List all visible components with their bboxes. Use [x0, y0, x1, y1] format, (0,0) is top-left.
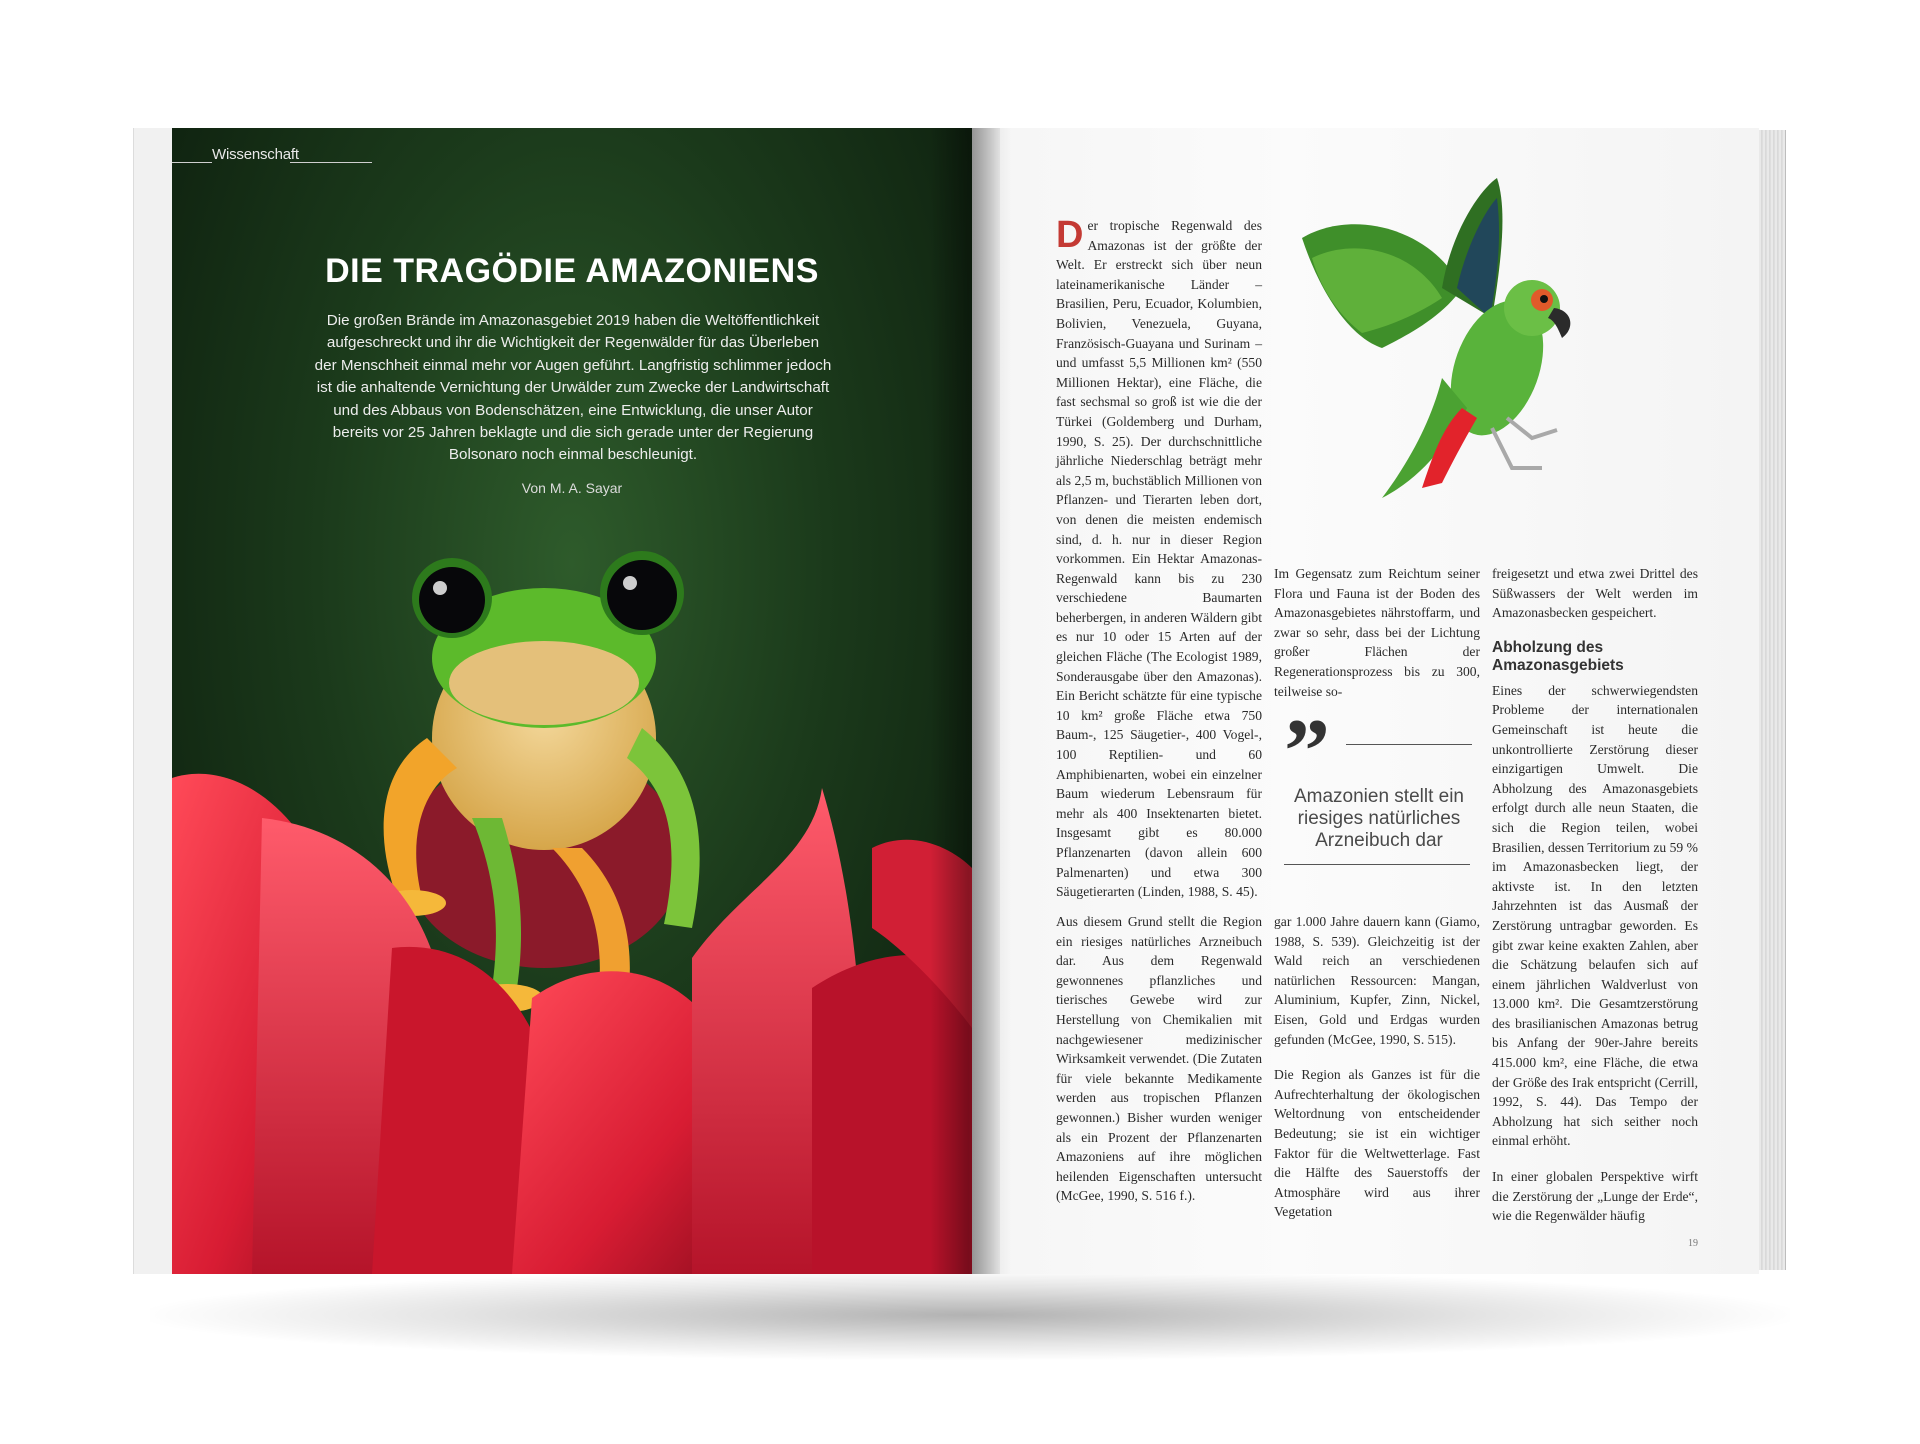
left-cover-edge	[133, 128, 174, 1274]
article-column-2-cont	[1274, 912, 1480, 1238]
article-column-2	[1274, 564, 1480, 717]
pull-quote-text: Amazonien stellt ein riesiges natürliches Arzneibuch dar	[1293, 786, 1465, 851]
article-byline: Von M. A. Sayar	[521, 480, 623, 496]
body-paragraph: er tropische Regenwald des Amazonas ist der größte der Welt. Er erstreckt sich über neun lateinamerikanische Länder – Brasilien, Peru, Ecuador, Kolumbien, Bolivien, Venezuela, Guyana, Französisch-Guayana und Surinam – und umfasst 5,5 Millionen km² (550 Millionen Hektar), eine Fläche, die fast sechsmal so groß ist wie die der Türkei (Goldemberg und Durham, 1990, S. 25). Der durchschnittliche jährliche Niederschlag beträgt mehr als 2,5 m, buchstäblich Millionen von Pflanzen- und Tierarten leben dort, von denen die meisten endemisch sind, d. h. nur in dieser Region vorkommen. Ein Hektar Amazonas-Regenwald kann bis zu 230 verschiedene Baumarten beherbergen, in anderen Wäldern gibt es nur 10 oder 15 Arten auf der gleichen Fläche (The Ecologist 1989, Sonderausgabe über den Amazonas). Ein Bericht schätzte für eine typische 10 km² große Fläche etwa 750 Baum-, 125 Säugetier-, 400 Vogel-, 100 Reptilien- und 60 Amphibienarten, wobei ein einzelner Baum wiederum Lebensraum für mehr als 400 Insektenarten bietet. Insgesamt gibt es 80.000 Pflanzenarten (davon allein 600 Palmenarten) und etwa 300 Säugetierarten (Linden, 1988, S. 45).	[1056, 218, 1262, 900]
body-paragraph: Aus diesem Grund stellt die Region ein riesiges natürliches Arzneibuch dar. Aus dem Regenwald gewonnenes pflanzliches und tierisches Gewebe wird zur Herstellung von Chemikalien mit nachgewiesener medizinischer Wirksamkeit verwendet. (Die Zutaten für viele bekannte Medikamente werden aus tropischen Pflanzen gewonnen.) Bisher wurden weniger als ein Prozent der Pflanzenarten Amazoniens auf ihre möglichen heilenden Eigenschaften untersucht (McGee, 1990, S. 516 f.).	[1056, 914, 1262, 1204]
section-rule	[290, 162, 372, 163]
body-paragraph: Die Region als Ganzes ist für die Aufrechterhaltung der ökologischen Weltordnung von entscheidender Bedeutung; sie ist ein wichtiger Faktor für die Weltwetterlage. Fast die Hälfte des Sauerstoffs der Atmosphäre wird aus ihrer Vegetation	[1274, 1067, 1480, 1220]
article-headline: DIE TRAGÖDIE AMAZONIENS	[325, 252, 819, 290]
right-page	[972, 128, 1759, 1274]
parrot-photo-icon	[1292, 168, 1592, 518]
quote-rule	[1284, 864, 1470, 865]
body-paragraph: Eines der schwerwiegendsten Probleme der internationalen Gemeinschaft ist heute die unkontrollierte Zerstörung dieser einzigartigen Umwelt. Die Abholzung des Amazonasgebiets erfolgt durch alle neun Staaten, die sich die Region teilen, wobei Brasilien, dessen Territorium zu 59 % im Amazonasbecken liegt, der aktivste ist. In den letzten Jahrzehnten ist das Ausmaß der Zerstörung untragbar geworden. Es gibt zwar keine exakten Zahlen, aber die Schätzung belaufen sich auf einem jährlichen Waldverlust von 13.000 km². Die Gesamtzerstörung des brasilianischen Amazonas betrug bis Anfang der 90er-Jahre bereits 415.000 km², eine Fläche, die etwa der Größe des Irak entspricht (Cerrill, 1992, S. 44). Das Tempo der Abholzung hat sich seither noch einmal erhöht.	[1492, 682, 1698, 1149]
article-column-1-cont	[1056, 912, 1262, 1222]
section-label: Wissenschaft	[212, 146, 299, 163]
body-paragraph: gar 1.000 Jahre dauern kann (Giamo, 1988, S. 539). Gleichzeitig ist der Wald reich an verschiedenen natürlichen Ressourcen: Mangan, Aluminium, Kupfer, Zinn, Nickel, Eisen, Gold und Erdgas wurden gefunden (McGee, 1990, S. 515).	[1274, 914, 1480, 1047]
body-paragraph: freigesetzt und etwa zwei Drittel des Süßwassers der Welt werden im Amazonasbecken gespeichert.	[1492, 566, 1698, 621]
body-paragraph: In einer globalen Perspektive wirft die Zerstörung der „Lunge der Erde“, wie die Regenwälder häufig	[1492, 1169, 1698, 1224]
left-page	[172, 128, 972, 1274]
section-rule	[172, 162, 212, 163]
pull-quote	[1284, 700, 1474, 865]
quote-mark-icon: ”	[1284, 700, 1330, 802]
frog-photo-icon	[172, 128, 972, 1274]
spread-shadow	[150, 1270, 1790, 1360]
article-column-3	[1492, 564, 1698, 1242]
section-subhead: Abholzung des Amazonasgebiets	[1492, 638, 1624, 674]
article-column-1	[1056, 216, 1262, 918]
page-number: 19	[1688, 1238, 1698, 1249]
page-stack-edge	[1759, 130, 1786, 1270]
article-lede: Die großen Brände im Amazonasgebiet 2019 haben die Weltöffentlichkeit aufgeschreckt und ihr die Wichtigkeit der Regenwälder für das Überleben der Menschheit einmal mehr vor Augen geführt. Langfristig schlimmer jedoch ist die anhaltende Vernichtung der Urwälder zum Zwecke der Landwirtschaft und des Abbaus von Bodenschätzen, eine Entwicklung, die unser Autor bereits vor 25 Jahren beklagte und die sich gerade unter der Regierung Bolsonaro noch einmal beschleunigt.	[314, 312, 832, 464]
dropcap: D	[1056, 214, 1084, 256]
body-paragraph: Im Gegensatz zum Reichtum seiner Flora und Fauna ist der Boden des Amazonasgebietes nährstoffarm, und zwar so sehr, dass bei der Lichtung großer Flächen der Regenerationsprozess bis zu 300, teilweise so-	[1274, 566, 1480, 699]
quote-rule	[1346, 744, 1472, 745]
